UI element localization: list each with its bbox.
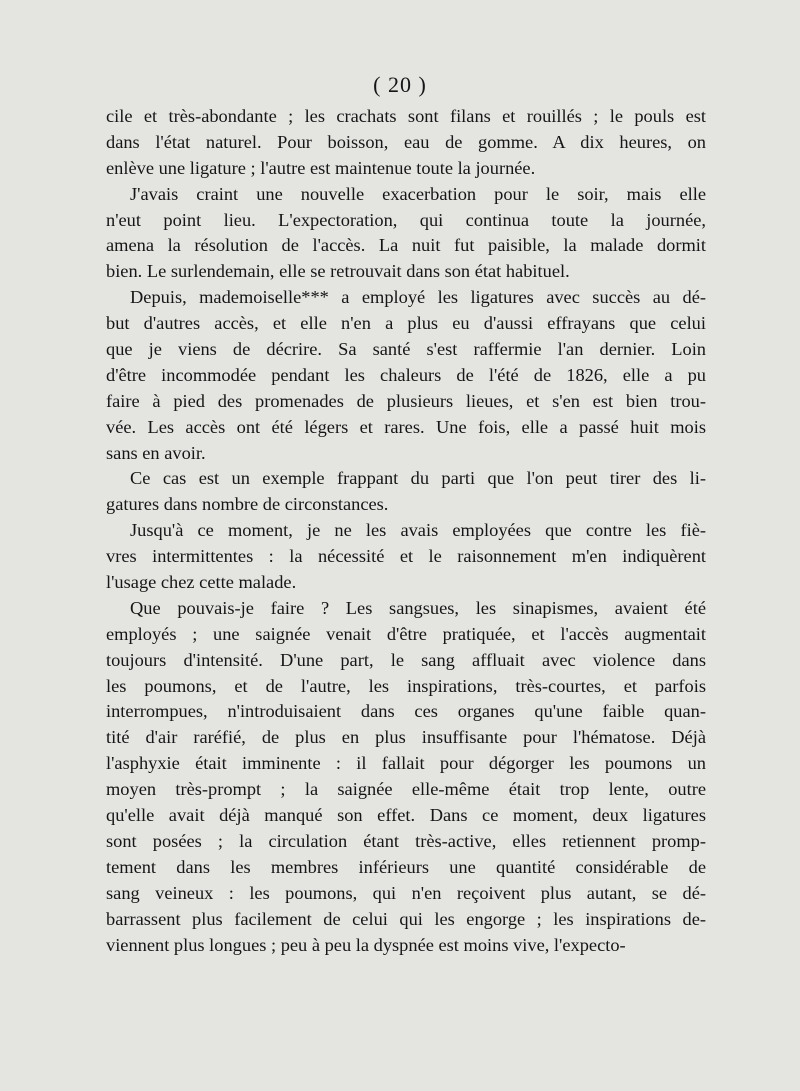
text-line: tité d'air raréfié, de plus en plus insuffisante pour l'hématose. Déjà	[106, 727, 706, 748]
text-line: toujours d'intensité. D'une part, le sang affluait avec violence dans	[106, 649, 706, 670]
text-line: l'asphyxie était imminente : il fallait pour dégorger les poumons un	[106, 753, 706, 774]
text-line: d'être incommodée pendant les chaleurs de l'été de 1826, elle a pu	[106, 364, 706, 385]
text-line: n'eut point lieu. L'expectoration, qui continua toute la journée,	[106, 209, 706, 230]
text-line: interrompues, n'introduisaient dans ces organes qu'une faible quan-	[106, 701, 706, 722]
text-line: sang veineux : les poumons, qui n'en reçoivent plus autant, se dé-	[106, 882, 706, 903]
paragraph	[106, 182, 706, 286]
paragraph	[106, 285, 706, 466]
text-line: gatures dans nombre de circonstances.	[106, 494, 389, 515]
text-line: sans en avoir.	[106, 442, 206, 463]
text-line: Que pouvais-je faire ? Les sangsues, les sinapismes, avaient été	[130, 597, 706, 618]
paragraph	[106, 518, 706, 596]
text-line: employés ; une saignée venait d'être pratiquée, et l'accès augmentait	[106, 623, 706, 644]
page-number: ( 20 )	[373, 72, 427, 97]
paragraph	[106, 596, 706, 958]
text-line: Jusqu'à ce moment, je ne les avais employées que contre les fiè-	[130, 520, 706, 541]
text-line: vres intermittentes : la nécessité et le raisonnement m'en indiquèrent	[106, 546, 706, 567]
text-line: amena la résolution de l'accès. La nuit fut paisible, la malade dormit	[106, 235, 706, 256]
text-line: dans l'état naturel. Pour boisson, eau de gomme. A dix heures, on	[106, 131, 706, 152]
text-line: but d'autres accès, et elle n'en a plus eu d'aussi effrayans que celui	[106, 313, 706, 334]
paragraph	[106, 104, 706, 182]
text-line: viennent plus longues ; peu à peu la dyspnée est moins vive, l'expecto-	[106, 934, 626, 955]
text-line: l'usage chez cette malade.	[106, 572, 297, 593]
text-line: sont posées ; la circulation étant très-active, elles retiennent promp-	[106, 830, 706, 851]
text-line: J'avais craint une nouvelle exacerbation pour le soir, mais elle	[130, 183, 706, 204]
text-line: enlève une ligature ; l'autre est maintenue toute la journée.	[106, 157, 536, 178]
text-line: faire à pied des promenades de plusieurs lieues, et s'en est bien trou-	[106, 390, 706, 411]
body-text	[106, 104, 706, 958]
text-line: que je viens de décrire. Sa santé s'est raffermie l'an dernier. Loin	[106, 339, 706, 360]
text-line: vée. Les accès ont été légers et rares. Une fois, elle a passé huit mois	[106, 416, 706, 437]
text-line: qu'elle avait déjà manqué son effet. Dans ce moment, deux ligatures	[106, 805, 706, 826]
text-line: cile et très-abondante ; les crachats sont filans et rouillés ; le pouls est	[106, 106, 706, 126]
text-line: Depuis, mademoiselle*** a employé les ligatures avec succès au dé-	[130, 287, 706, 308]
text-line: barrassent plus facilement de celui qui les engorge ; les inspirations de-	[106, 908, 706, 929]
text-line: les poumons, et de l'autre, les inspirations, très-courtes, et parfois	[106, 675, 706, 696]
text-line: moyen très-prompt ; la saignée elle-même était trop lente, outre	[106, 779, 706, 800]
text-line: tement dans les membres inférieurs une quantité considérable de	[106, 856, 706, 877]
paragraph	[106, 466, 706, 518]
text-line: Ce cas est un exemple frappant du parti que l'on peut tirer des li-	[130, 468, 706, 489]
text-line: bien. Le surlendemain, elle se retrouvait dans son état habituel.	[106, 261, 570, 282]
